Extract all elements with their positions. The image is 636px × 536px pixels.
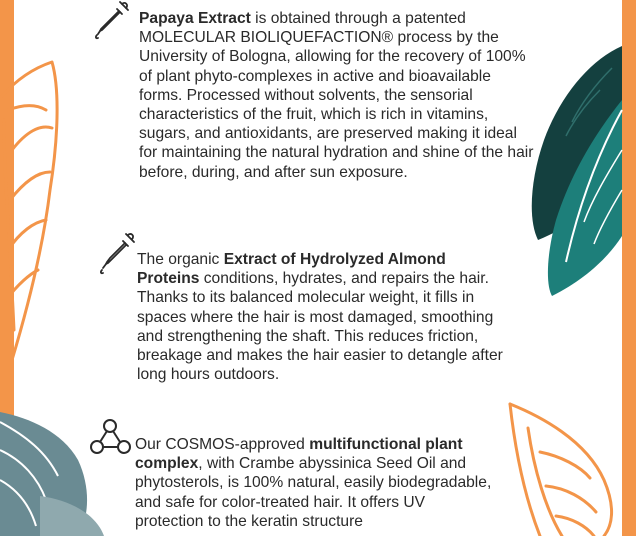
plant-complex-paragraph (135, 435, 495, 531)
plant-complex-title: multifunctional plant complex (135, 436, 463, 473)
papaya-extract-section (139, 9, 534, 182)
papaya-extract-title: Papaya Extract (139, 10, 251, 27)
almond-proteins-section (137, 250, 512, 384)
right-outline-leaf (510, 404, 612, 536)
almond-proteins-title: Extract of Hydrolyzed Almond Proteins (137, 251, 446, 288)
dropper-icon (92, 0, 132, 40)
almond-proteins-paragraph (137, 250, 512, 384)
dropper-icon (96, 232, 136, 276)
almond-proteins-intro: The organic (137, 251, 224, 268)
plant-complex-section (135, 435, 495, 531)
plant-complex-body: , with Crambe abyssinica Seed Oil and phytosterols, is 100% natural, easily biodegradable, and safe for color-treated hair. It offers UV protection to the keratin structure (135, 455, 492, 530)
papaya-extract-body: is obtained through a patented MOLECULAR BIOLIQUEFACTION® process by the University of Bologna, allowing for the recovery of 100% of plant phyto-complexes in active and bioavailable forms. Processed without solvents, the sensorial characteristics of the fruit, which is rich in vitamins, sugars, and antioxidants, are preserved making it ideal for maintaining the natural hydration and shine of the hair before, during, and after sun exposure. (139, 10, 534, 181)
molecule-icon (88, 418, 134, 458)
almond-proteins-body: conditions, hydrates, and repairs the hair. Thanks to its balanced molecular weight, it fills in spaces where the hair is most damaged, smoothing and strengthening the shaft. This reduces friction, breakage and makes the hair easier to detangle after long hours outdoors. (137, 270, 503, 384)
papaya-extract-paragraph (139, 9, 534, 182)
plant-complex-intro: Our COSMOS-approved (135, 436, 310, 453)
right-teal-leaves (532, 46, 622, 296)
right-orange-strip (622, 0, 636, 536)
